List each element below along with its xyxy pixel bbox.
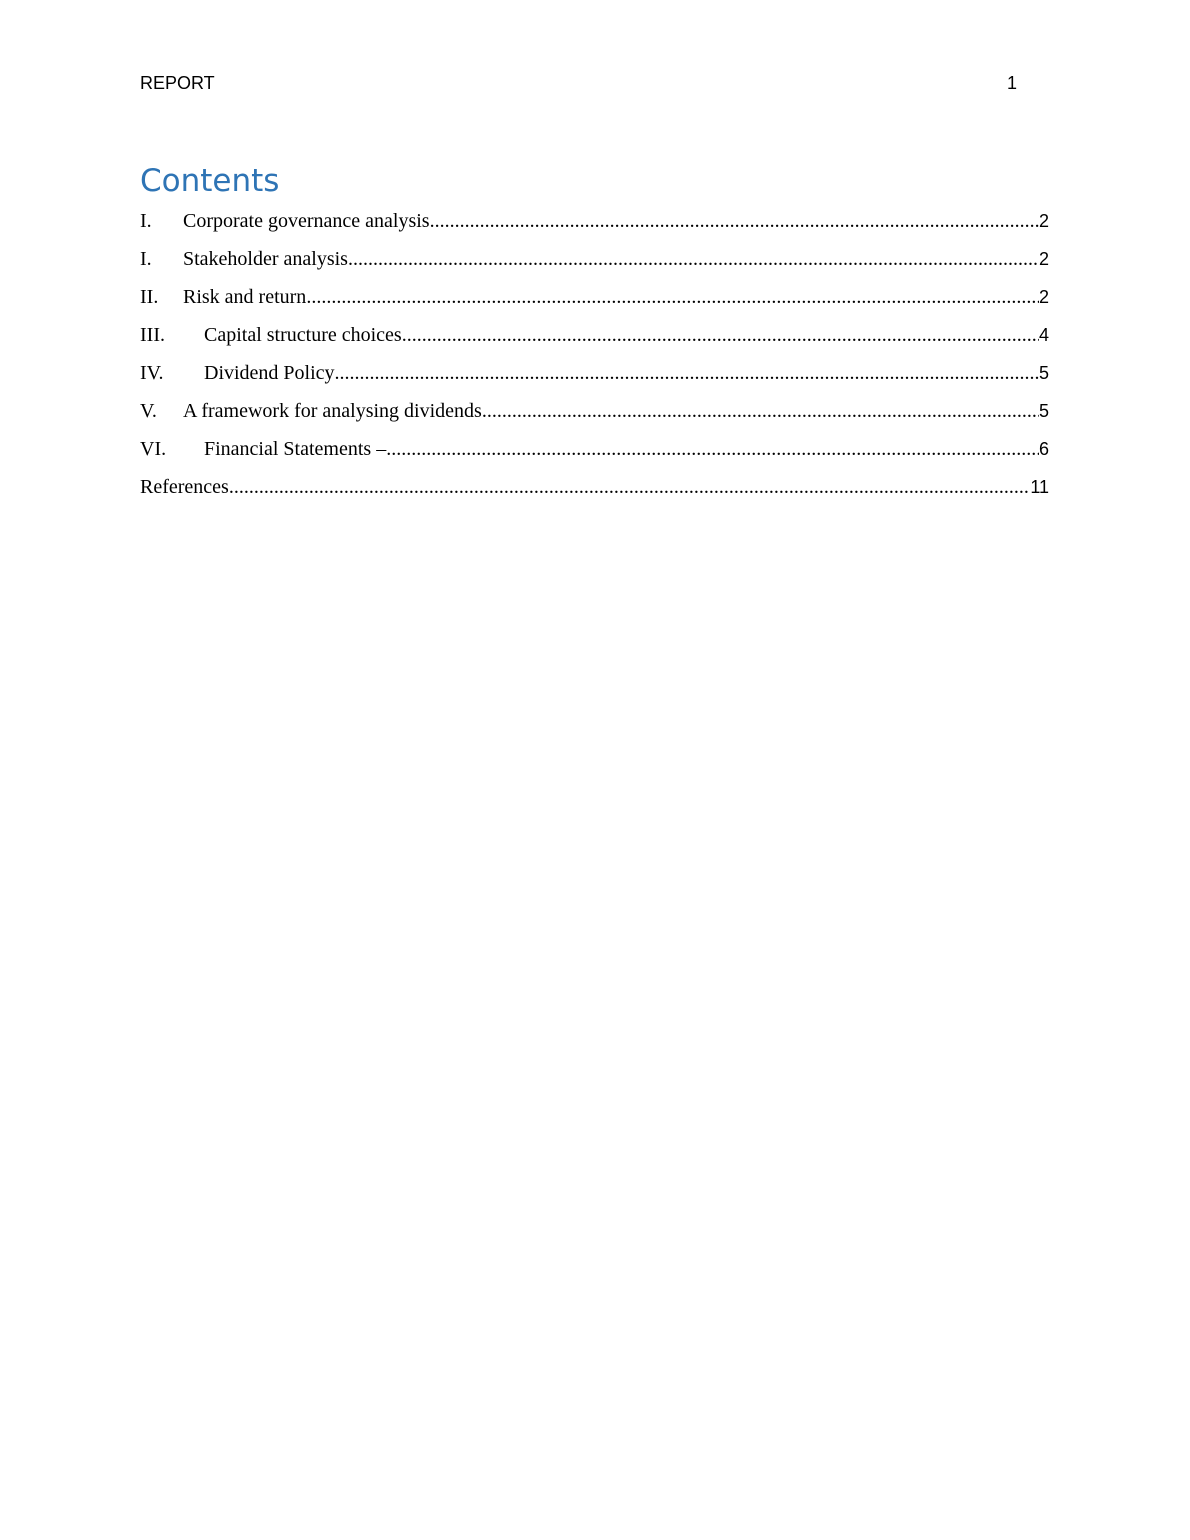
toc-entry-page: 2 (1038, 210, 1049, 231)
toc-entry-number: V. (140, 399, 157, 422)
toc-dot-leader (335, 362, 1039, 385)
toc-entry-page: 11 (1030, 476, 1049, 497)
toc-entry-number: VI. (140, 437, 167, 460)
toc-entry-corporate-governance[interactable] (140, 202, 1049, 240)
toc-dot-leader (348, 248, 1039, 271)
toc-entry-number: I. (140, 209, 152, 232)
toc-dot-leader (306, 286, 1039, 309)
toc-entry-capital-structure[interactable] (140, 316, 1049, 354)
toc-entry-page: 2 (1038, 286, 1049, 307)
toc-entry-page: 4 (1038, 324, 1049, 345)
running-header-page-number: 1 (1006, 73, 1017, 93)
toc-entry-risk-and-return[interactable] (140, 278, 1049, 316)
toc-entry-references[interactable] (140, 468, 1049, 506)
table-of-contents (140, 202, 1049, 506)
toc-entry-page: 5 (1038, 362, 1049, 383)
toc-entry-dividend-framework[interactable] (140, 392, 1049, 430)
toc-entry-stakeholder-analysis[interactable] (140, 240, 1049, 278)
toc-entry-page: 6 (1038, 438, 1049, 459)
toc-entry-title: Dividend Policy (204, 361, 335, 384)
toc-dot-leader (386, 438, 1039, 461)
toc-entry-title: Financial Statements – (204, 437, 387, 460)
toc-entry-financial-statements[interactable] (140, 430, 1049, 468)
toc-entry-title: Corporate governance analysis (183, 209, 430, 232)
toc-dot-leader (229, 476, 1030, 499)
toc-entry-number: III. (140, 323, 165, 346)
toc-entry-page: 5 (1038, 400, 1049, 421)
toc-entry-title: References (140, 475, 229, 498)
toc-dot-leader (482, 400, 1039, 423)
toc-entry-number: II. (140, 285, 159, 308)
toc-dot-leader (402, 324, 1039, 347)
toc-entry-number: I. (140, 247, 152, 270)
running-header-title: REPORT (140, 73, 215, 93)
toc-entry-number: IV. (140, 361, 164, 384)
toc-dot-leader (430, 210, 1039, 233)
toc-entry-title: Stakeholder analysis (183, 247, 348, 270)
toc-entry-title: Capital structure choices (204, 323, 402, 346)
toc-heading: Contents (140, 163, 280, 199)
toc-entry-dividend-policy[interactable] (140, 354, 1049, 392)
toc-entry-page: 2 (1038, 248, 1049, 269)
toc-entry-title: Risk and return (183, 285, 307, 308)
toc-entry-title: A framework for analysing dividends (183, 399, 482, 422)
